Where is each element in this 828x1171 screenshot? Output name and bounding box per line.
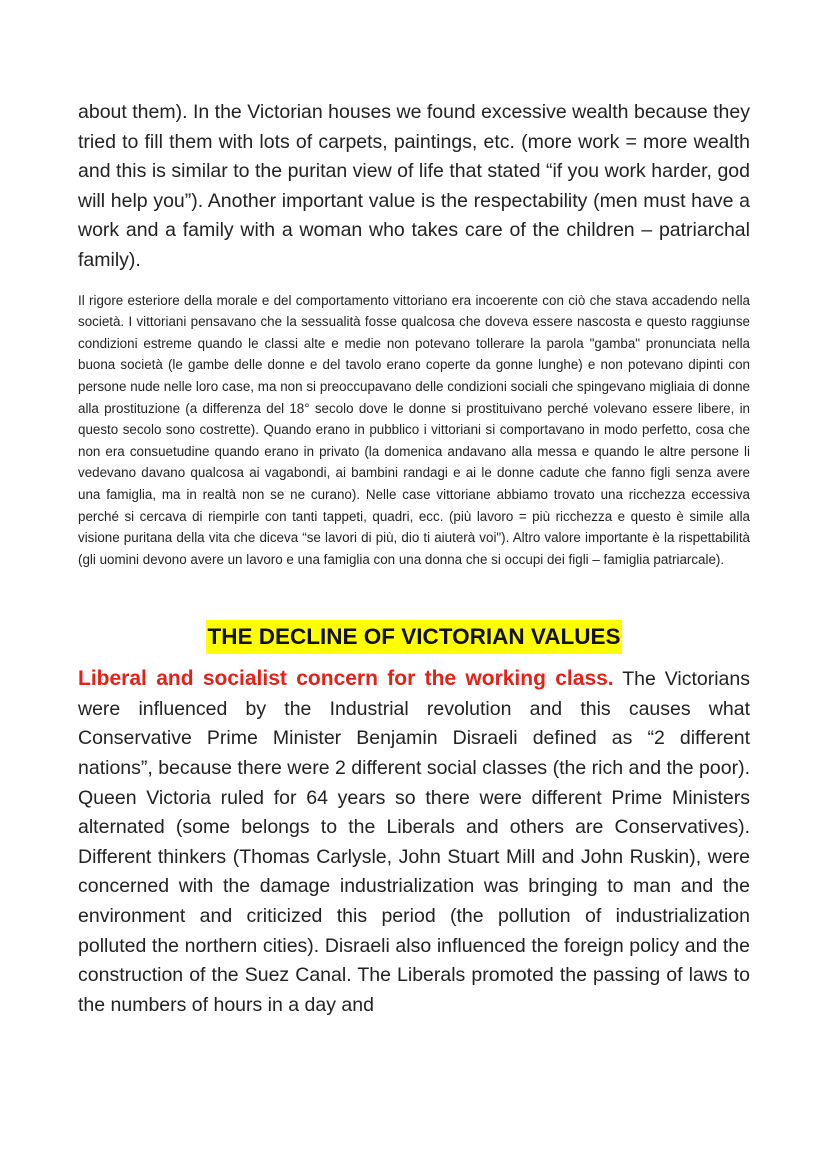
document-page <box>78 98 750 1020</box>
english-paragraph: about them). In the Victorian houses we found excessive wealth because they tried to fill them with lots of carpets, paintings, etc. (more work = more wealth and this is similar to the puritan view of life that stated “if you work harder, god will help you”). Another important value is the respectability (men must have a work and a family with a woman who takes care of the children – patriarchal family). <box>78 101 750 271</box>
section-heading-wrapper <box>78 620 750 654</box>
section-paragraph <box>78 664 750 1020</box>
section-heading: THE DECLINE OF VICTORIAN VALUES <box>206 620 623 654</box>
section-body-text: The Victorians were influenced by the Industrial revolution and this causes what Conservative Prime Minister Benjamin Disraeli defined as “2 different nations”, because there were 2 different social classes (the rich and the poor). Queen Victoria ruled for 64 years so there were different Prime Ministers alternated (some belongs to the Liberals and others are Conservatives). Different thinkers (Thomas Carlysle, John Stuart Mill and John Ruskin), were concerned with the damage industrialization was bringing to man and the environment and criticized this period (the pollution of industrialization polluted the northern cities). Disraeli also influenced the foreign policy and the construction of the Suez Canal. The Liberals promoted the passing of laws to the numbers of hours in a day and <box>78 668 750 1016</box>
section-lead-phrase: Liberal and socialist concern for the working class. <box>78 667 614 691</box>
italian-translation-paragraph: Il rigore esteriore della morale e del comportamento vittoriano era incoerente con ciò che stava accadendo nella società. I vittoriani pensavano che la sessualità fosse qualcosa che doveva essere nascosta e questo raggiunse condizioni estreme quando le classi alte e medie non potevano tollerare la parola "gamba" pronunciata nella buona società (le gambe delle donne e del tavolo erano coperte da gonne lunghe) e non potevano dipinti con persone nude nelle loro case, ma non si preoccupavano delle condizioni sociali che spingevano migliaia di donne alla prostituzione (a differenza del 18° secolo dove le donne si prostituivano perché volevano essere libere, in questo secolo sono costrette). Quando erano in pubblico i vittoriani si comportavano in modo perfetto, cosa che non era consuetudine quando erano in privato (la domenica andavano alla messa e quando le altre persone li vedevano davano qualcosa ai vagabondi, ai bambini randagi e ai le donne cadute che fanno figli senza avere una famiglia, ma in realtà non se ne curano). Nelle case vittoriane abbiamo trovato una ricchezza eccessiva perché si cercava di riempirle con tanti tappeti, quadri, ecc. (più lavoro = più ricchezza e questo è simile alla visione puritana della vita che diceva “se lavori di più, dio ti aiuterà voi"). Altro valore importante è la rispettabilità (gli uomini devono avere un lavoro e una famiglia con una donna che si occupi dei figli – famiglia patriarcale). <box>78 292 750 567</box>
